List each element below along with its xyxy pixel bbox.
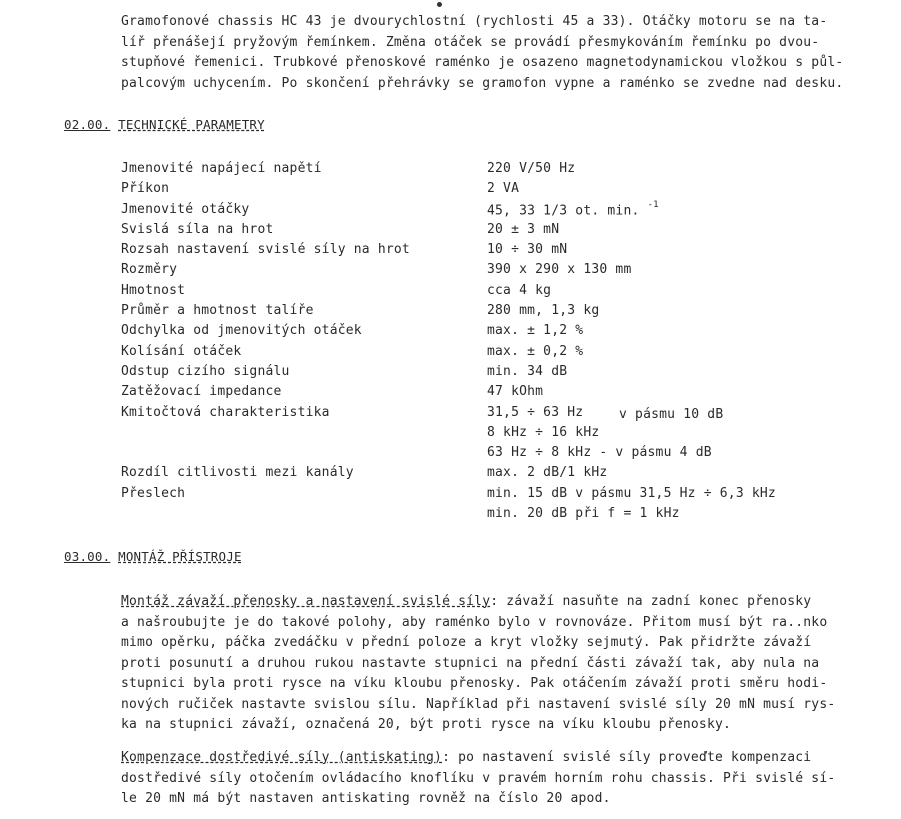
antiskating-paragraph (121, 748, 861, 810)
parameter-row (121, 445, 841, 465)
paragraph-line: mimo opěrku, páčka zvedáčku v přední poloze a kryt vložky sejmutý. Pak přidržte závaží (121, 635, 812, 650)
paragraph-line (121, 748, 861, 769)
parameter-label: Průměr a hmotnost talíře (121, 303, 314, 319)
paragraph-line: dostředivé síly otočením ovládacího knoflíku v pravém horním rohu chassis. Při svislé sí- (121, 770, 836, 786)
paragraph-line: le 20 mN má být nastaven antiskating rovněž na číslo 20 apod. (121, 791, 611, 806)
parameter-label: Zatěžovací impedance (121, 384, 282, 400)
parameter-value: 45, 33 1/3 ot. min. (487, 202, 640, 218)
parameter-row (121, 283, 841, 303)
parameter-value: 20 ± 3 mN (487, 221, 560, 237)
page-mark-dot (437, 2, 442, 7)
paragraph-lead-heading: Kompenzace dostředivé síly (antiskating) (121, 750, 443, 765)
parameter-table (121, 161, 841, 526)
parameter-value: 47 kOhm (487, 384, 544, 400)
paragraph-text: : závaží nasuňte na zadní konec přenosky (490, 594, 812, 609)
parameter-label: Hmotnost (121, 282, 186, 298)
paragraph-line: a našroubujte je do takové polohy, aby raménko bylo v rovnováze. Přitom musí být ra..nko (121, 614, 828, 630)
parameter-value: 8 kHz ÷ 16 kHz (487, 424, 600, 440)
parameter-label: Rozdíl citlivosti mezi kanály (121, 465, 354, 481)
parameter-label: Rozsah nastavení svislé síly na hrot (121, 242, 410, 258)
intro-line: palcovým uchycením. Po skončení přehrávky se gramofon vypne a raménko se zvedne nad desku. (121, 75, 844, 91)
parameter-label: Odchylka od jmenovitých otáček (121, 323, 362, 339)
parameter-value: min. 34 dB (487, 363, 568, 379)
parameter-row (121, 405, 841, 425)
parameter-value: max. ± 0,2 % (487, 343, 584, 359)
parameter-row (121, 425, 841, 445)
parameter-row (121, 323, 841, 343)
parameter-row (121, 364, 841, 384)
parameter-row (121, 486, 841, 506)
parameter-row (121, 181, 841, 201)
paragraph-line: ka na stupnici závaží, označená 20, být proti rysce na víku kloubu přenosky. (121, 717, 732, 732)
assembly-paragraph (121, 592, 861, 736)
parameter-side-note: v pásmu 10 dB (619, 406, 724, 422)
section-heading-technical (64, 117, 265, 132)
parameter-row (121, 222, 841, 242)
paragraph-line: proti posunutí a druhou rukou nastavte stupnici na přední části závaží tak, aby nula na (121, 655, 820, 671)
parameter-row (121, 242, 841, 262)
parameter-value: 280 mm, 1,3 kg (487, 303, 600, 319)
parameter-label: Svislá síla na hrot (121, 221, 274, 237)
parameter-row (121, 161, 841, 181)
paragraph-line (121, 592, 861, 613)
parameter-row (121, 262, 841, 282)
section-number: 02.00. (64, 117, 111, 132)
paragraph-line: nových ručiček nastavte svislou sílu. Například při nastavení svislé síly 20 mN musí rys- (121, 696, 836, 712)
intro-line: Gramofonové chassis HC 43 je dvourychlostní (rychlosti 45 a 33). Otáčky motoru se na ta- (121, 14, 828, 29)
parameter-exponent: -1 (647, 199, 659, 210)
parameter-label: Odstup cizího signálu (121, 363, 290, 379)
paragraph-line: stupnici byla proti rysce na víku kloubu přenosky. Pak otáčením závaží proti směru hodi- (121, 676, 828, 691)
section-title: TECHNICKÉ PARAMETRY (118, 117, 265, 132)
parameter-label: Kolísání otáček (121, 343, 242, 359)
parameter-label: Příkon (121, 181, 170, 197)
parameter-label: Kmitočtová charakteristika (121, 404, 330, 420)
parameter-label: Přeslech (121, 485, 186, 501)
parameter-value: 10 ÷ 30 mN (487, 242, 568, 258)
section-heading-assembly (64, 549, 242, 564)
intro-line: líř přenášejí pryžovým řemínkem. Změna otáček se provádí přesmykováním řemínku po dvou- (121, 34, 820, 50)
parameter-row (121, 506, 841, 526)
parameter-value: cca 4 kg (487, 282, 552, 298)
section-number: 03.00. (64, 549, 111, 564)
parameter-value: 31,5 ÷ 63 Hz (487, 404, 584, 420)
parameter-value: 390 x 290 x 130 mm (487, 262, 632, 278)
parameter-value: 63 Hz ÷ 8 kHz - v pásmu 4 dB (487, 445, 712, 461)
intro-paragraph (121, 12, 861, 94)
parameter-row (121, 303, 841, 323)
parameter-value-wrap (487, 199, 659, 218)
parameter-value: max. ± 1,2 % (487, 323, 584, 339)
paragraph-text: : po nastavení svislé síly proveďte kompenzaci (442, 750, 812, 765)
parameter-label: Jmenovité otáčky (121, 201, 250, 217)
parameter-value: 220 V/50 Hz (487, 161, 576, 176)
parameter-row (121, 199, 841, 222)
parameter-value: min. 15 dB v pásmu 31,5 Hz ÷ 6,3 kHz (487, 485, 776, 501)
parameter-row (121, 384, 841, 404)
parameter-value: max. 2 dB/1 kHz (487, 465, 608, 481)
parameter-value: min. 20 dB při f = 1 kHz (487, 506, 680, 522)
intro-line: stupňové řemenici. Trubkové přenoskové raménko je osazeno magnetodynamickou vložkou s půl- (121, 55, 844, 70)
parameter-label: Jmenovité napájecí napětí (121, 161, 322, 176)
parameter-row (121, 465, 841, 485)
parameter-label: Rozměry (121, 262, 178, 278)
section-title: MONTÁŽ PŘÍSTROJE (118, 549, 242, 564)
paragraph-lead-heading: Montáž závaží přenosky a nastavení svislé síly (121, 594, 491, 609)
parameter-row (121, 344, 841, 364)
parameter-value: 2 VA (487, 181, 520, 197)
